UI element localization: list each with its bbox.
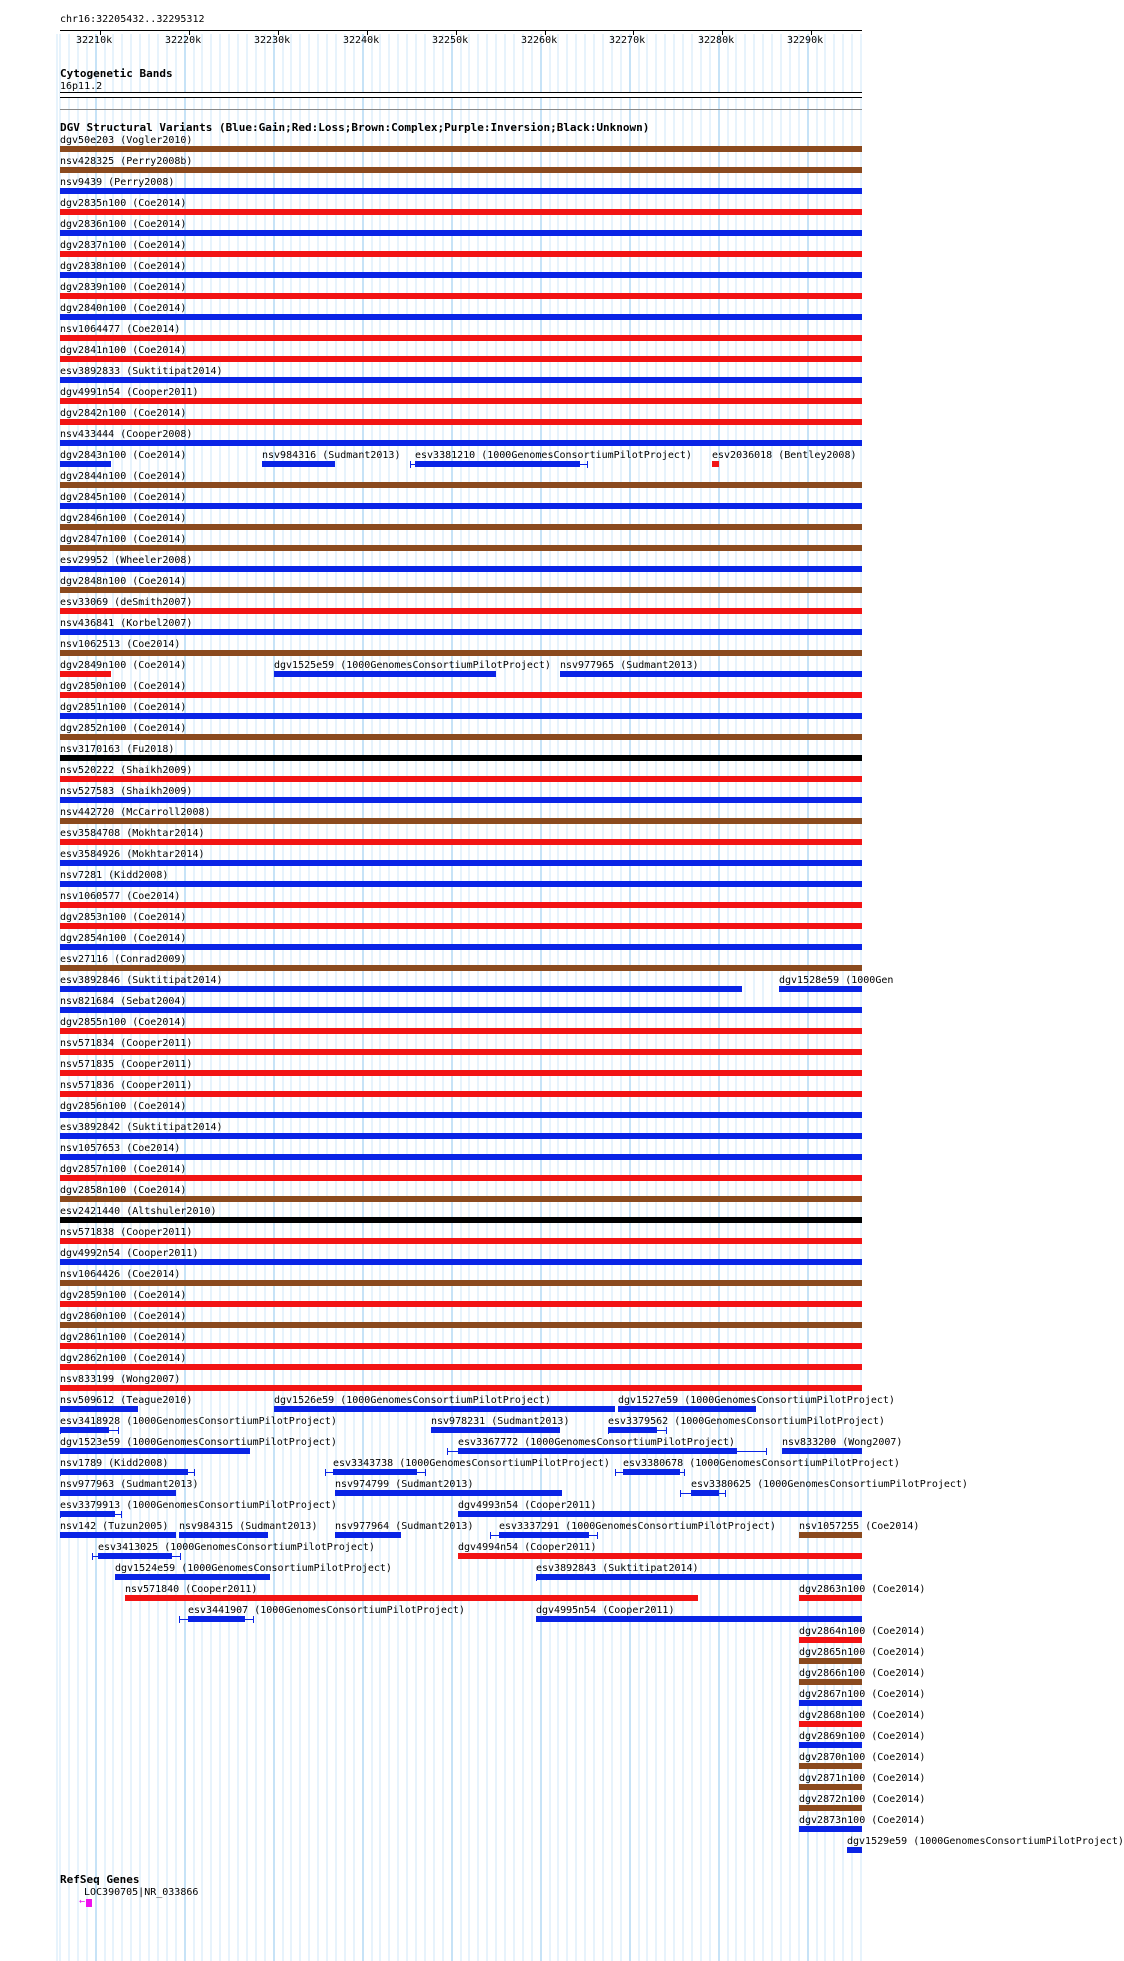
variant-label[interactable]: nsv833200 (Wong2007) bbox=[782, 1437, 903, 1448]
variant-bar[interactable] bbox=[60, 1322, 862, 1328]
ruler-tick-label: 32210k bbox=[76, 35, 113, 46]
variant-whisker-line bbox=[615, 1472, 684, 1473]
variant-whisker-cap bbox=[425, 1469, 426, 1476]
variant-label[interactable]: dgv2864n100 (Coe2014) bbox=[799, 1626, 926, 1637]
variant-whisker-cap bbox=[587, 461, 588, 468]
variant-label[interactable]: dgv2849n100 (Coe2014) bbox=[60, 660, 187, 671]
variant-bar[interactable] bbox=[60, 1406, 138, 1412]
variant-bar[interactable] bbox=[274, 1406, 615, 1412]
variant-whisker-cap bbox=[180, 1553, 181, 1560]
variant-whisker-cap bbox=[253, 1616, 254, 1623]
variant-bar[interactable] bbox=[60, 1028, 862, 1034]
coordinates-label: chr16:32205432..32295312 bbox=[60, 14, 205, 25]
variant-label[interactable]: dgv4991n54 (Cooper2011) bbox=[60, 387, 199, 398]
gene-strand-arrow-icon: ← bbox=[79, 1896, 86, 1907]
variant-label[interactable]: dgv2850n100 (Coe2014) bbox=[60, 681, 187, 692]
variant-label[interactable]: esv3584926 (Mokhtar2014) bbox=[60, 849, 205, 860]
variant-whisker-line bbox=[325, 1472, 425, 1473]
variant-label[interactable]: dgv2865n100 (Coe2014) bbox=[799, 1647, 926, 1658]
variant-label[interactable]: dgv1528e59 (1000Gen bbox=[779, 975, 894, 986]
variant-label[interactable]: dgv4992n54 (Cooper2011) bbox=[60, 1248, 199, 1259]
variant-whisker-line bbox=[179, 1619, 253, 1620]
variant-whisker-line bbox=[60, 1472, 194, 1473]
variant-bar[interactable] bbox=[60, 272, 862, 278]
variant-label[interactable]: dgv2873n100 (Coe2014) bbox=[799, 1815, 926, 1826]
variant-label[interactable]: nsv984315 (Sudmant2013) bbox=[179, 1521, 318, 1532]
variant-bar[interactable] bbox=[60, 335, 862, 341]
variant-bar[interactable] bbox=[60, 1049, 862, 1055]
variant-whisker-cap bbox=[121, 1511, 122, 1518]
variant-bar[interactable] bbox=[60, 251, 862, 257]
variant-label[interactable]: nsv571840 (Cooper2011) bbox=[125, 1584, 258, 1595]
variant-label[interactable]: dgv2837n100 (Coe2014) bbox=[60, 240, 187, 251]
variant-bar[interactable] bbox=[60, 566, 862, 572]
variant-bar[interactable] bbox=[458, 1553, 862, 1559]
variant-label[interactable]: nsv3170163 (Fu2018) bbox=[60, 744, 175, 755]
variant-label[interactable]: nsv977965 (Sudmant2013) bbox=[560, 660, 699, 671]
refseq-gene-label[interactable]: LOC390705|NR_033866 bbox=[84, 1887, 199, 1898]
variant-bar[interactable] bbox=[779, 986, 862, 992]
variant-label[interactable]: esv3892833 (Suktitipat2014) bbox=[60, 366, 223, 377]
variant-whisker-line bbox=[60, 1514, 121, 1515]
variant-bar[interactable] bbox=[60, 986, 742, 992]
variant-label[interactable]: nsv9439 (Perry2008) bbox=[60, 177, 175, 188]
variant-label[interactable]: nsv142 (Tuzun2005) bbox=[60, 1521, 169, 1532]
variant-label[interactable]: nsv571838 (Cooper2011) bbox=[60, 1227, 193, 1238]
variant-whisker-cap bbox=[410, 461, 411, 468]
variant-label[interactable]: nsv428325 (Perry2008b) bbox=[60, 156, 193, 167]
variant-bar[interactable] bbox=[335, 1490, 562, 1496]
track-divider bbox=[60, 109, 862, 110]
variant-label[interactable]: dgv2838n100 (Coe2014) bbox=[60, 261, 187, 272]
variant-bar[interactable] bbox=[60, 629, 862, 635]
variant-label[interactable]: dgv1527e59 (1000GenomesConsortiumPilotProject) bbox=[618, 1395, 895, 1406]
variant-bar[interactable] bbox=[60, 650, 862, 656]
variant-bar[interactable] bbox=[60, 734, 862, 740]
variant-whisker-line bbox=[92, 1556, 180, 1557]
variant-bar[interactable] bbox=[799, 1826, 862, 1832]
variant-label[interactable]: esv3413025 (1000GenomesConsortiumPilotProject) bbox=[98, 1542, 375, 1553]
variant-bar[interactable] bbox=[262, 461, 335, 467]
variant-bar[interactable] bbox=[60, 881, 862, 887]
variant-bar[interactable] bbox=[60, 713, 862, 719]
variant-label[interactable]: nsv821684 (Sebat2004) bbox=[60, 996, 187, 1007]
variant-label[interactable]: nsv527583 (Shaikh2009) bbox=[60, 786, 193, 797]
variant-bar[interactable] bbox=[799, 1805, 862, 1811]
variant-label[interactable]: esv3441907 (1000GenomesConsortiumPilotProject) bbox=[188, 1605, 465, 1616]
variant-label[interactable]: dgv2842n100 (Coe2014) bbox=[60, 408, 187, 419]
variant-bar[interactable] bbox=[60, 1343, 862, 1349]
ruler-axis bbox=[60, 30, 862, 31]
variant-label[interactable]: dgv50e203 (Vogler2010) bbox=[60, 135, 193, 146]
variant-label[interactable]: dgv2845n100 (Coe2014) bbox=[60, 492, 187, 503]
variant-label[interactable]: dgv2851n100 (Coe2014) bbox=[60, 702, 187, 713]
variant-bar[interactable] bbox=[60, 146, 862, 152]
variant-whisker-cap bbox=[179, 1616, 180, 1623]
variant-label[interactable]: esv3418928 (1000GenomesConsortiumPilotProject) bbox=[60, 1416, 337, 1427]
variant-label[interactable]: dgv2866n100 (Coe2014) bbox=[799, 1668, 926, 1679]
variant-label[interactable]: nsv984316 (Sudmant2013) bbox=[262, 450, 401, 461]
variant-bar[interactable] bbox=[60, 188, 862, 194]
variant-label[interactable]: dgv1529e59 (1000GenomesConsortiumPilotProject) bbox=[847, 1836, 1124, 1847]
variant-label[interactable]: esv27116 (Conrad2009) bbox=[60, 954, 187, 965]
variant-label[interactable]: esv3892843 (Suktitipat2014) bbox=[536, 1563, 699, 1574]
ruler-tick-label: 32290k bbox=[787, 35, 824, 46]
variant-bar[interactable] bbox=[799, 1679, 862, 1685]
variant-bar[interactable] bbox=[60, 461, 111, 467]
variant-bar[interactable] bbox=[60, 1007, 862, 1013]
variant-label[interactable]: nsv520222 (Shaikh2009) bbox=[60, 765, 193, 776]
variant-label[interactable]: nsv571836 (Cooper2011) bbox=[60, 1080, 193, 1091]
variant-whisker-line bbox=[60, 1430, 118, 1431]
variant-label[interactable]: nsv1062513 (Coe2014) bbox=[60, 639, 181, 650]
variant-bar[interactable] bbox=[799, 1595, 862, 1601]
variant-label[interactable]: dgv2870n100 (Coe2014) bbox=[799, 1752, 926, 1763]
variant-bar[interactable] bbox=[782, 1448, 862, 1454]
variant-bar[interactable] bbox=[60, 293, 862, 299]
variant-label[interactable]: nsv978231 (Sudmant2013) bbox=[431, 1416, 570, 1427]
variant-bar[interactable] bbox=[458, 1511, 862, 1517]
variant-label[interactable]: nsv833199 (Wong2007) bbox=[60, 1374, 181, 1385]
variant-label[interactable]: dgv2861n100 (Coe2014) bbox=[60, 1332, 187, 1343]
variant-whisker-line bbox=[410, 464, 587, 465]
variant-label[interactable]: nsv1057653 (Coe2014) bbox=[60, 1143, 181, 1154]
variant-label[interactable]: esv3381210 (1000GenomesConsortiumPilotProject) bbox=[415, 450, 692, 461]
variant-whisker-cap bbox=[725, 1490, 726, 1497]
variant-bar[interactable] bbox=[60, 776, 862, 782]
variant-label[interactable]: nsv571834 (Cooper2011) bbox=[60, 1038, 193, 1049]
ruler-tick-label: 32240k bbox=[343, 35, 380, 46]
variant-label[interactable]: dgv2858n100 (Coe2014) bbox=[60, 1185, 187, 1196]
variant-bar[interactable] bbox=[60, 1280, 862, 1286]
variant-label[interactable]: esv2036018 (Bentley2008) bbox=[712, 450, 857, 461]
variant-whisker-cap bbox=[536, 1574, 537, 1581]
refseq-title: RefSeq Genes bbox=[60, 1873, 140, 1886]
variant-label[interactable]: dgv2856n100 (Coe2014) bbox=[60, 1101, 187, 1112]
variant-label[interactable]: nsv433444 (Cooper2008) bbox=[60, 429, 193, 440]
variant-label[interactable]: dgv1526e59 (1000GenomesConsortiumPilotProject) bbox=[274, 1395, 551, 1406]
variant-label[interactable]: esv29952 (Wheeler2008) bbox=[60, 555, 193, 566]
variant-bar[interactable] bbox=[60, 965, 862, 971]
variant-label[interactable]: dgv2847n100 (Coe2014) bbox=[60, 534, 187, 545]
variant-label[interactable]: esv3380625 (1000GenomesConsortiumPilotProject) bbox=[691, 1479, 968, 1490]
variant-label[interactable]: nsv1060577 (Coe2014) bbox=[60, 891, 181, 902]
variant-bar[interactable] bbox=[60, 944, 862, 950]
ruler-tick-label: 32280k bbox=[698, 35, 735, 46]
variant-label[interactable]: dgv2846n100 (Coe2014) bbox=[60, 513, 187, 524]
variant-bar[interactable] bbox=[60, 1385, 862, 1391]
variant-bar[interactable] bbox=[60, 692, 862, 698]
variant-bar[interactable] bbox=[60, 314, 862, 320]
variant-bar[interactable] bbox=[60, 1259, 862, 1265]
variant-bar[interactable] bbox=[799, 1637, 862, 1643]
variant-label[interactable]: dgv1523e59 (1000GenomesConsortiumPilotProject) bbox=[60, 1437, 337, 1448]
variant-bar[interactable] bbox=[60, 818, 862, 824]
variant-label[interactable]: dgv2841n100 (Coe2014) bbox=[60, 345, 187, 356]
variant-whisker-cap bbox=[60, 1427, 61, 1434]
variant-whisker-cap bbox=[597, 1532, 598, 1539]
variant-label[interactable]: dgv2862n100 (Coe2014) bbox=[60, 1353, 187, 1364]
variant-bar[interactable] bbox=[431, 1427, 560, 1433]
variant-bar[interactable] bbox=[60, 482, 862, 488]
variant-bar[interactable] bbox=[799, 1658, 862, 1664]
variant-label[interactable]: dgv2852n100 (Coe2014) bbox=[60, 723, 187, 734]
variant-bar[interactable] bbox=[536, 1574, 862, 1580]
variant-label[interactable]: dgv2859n100 (Coe2014) bbox=[60, 1290, 187, 1301]
variant-label[interactable]: dgv2848n100 (Coe2014) bbox=[60, 576, 187, 587]
variant-label[interactable]: dgv2853n100 (Coe2014) bbox=[60, 912, 187, 923]
variant-bar[interactable] bbox=[60, 1154, 862, 1160]
variant-bar[interactable] bbox=[60, 1112, 862, 1118]
variant-bar[interactable] bbox=[799, 1763, 862, 1769]
variant-label[interactable]: dgv2871n100 (Coe2014) bbox=[799, 1773, 926, 1784]
variant-label[interactable]: nsv974799 (Sudmant2013) bbox=[335, 1479, 474, 1490]
variant-bar[interactable] bbox=[60, 1217, 862, 1223]
variant-bar[interactable] bbox=[60, 1532, 176, 1538]
variant-whisker-cap bbox=[684, 1469, 685, 1476]
variant-bar[interactable] bbox=[60, 1091, 862, 1097]
ruler-tick-label: 32230k bbox=[254, 35, 291, 46]
variant-whisker-cap bbox=[194, 1469, 195, 1476]
variant-label[interactable]: dgv1525e59 (1000GenomesConsortiumPilotProject) bbox=[274, 660, 551, 671]
variant-bar[interactable] bbox=[536, 1616, 862, 1622]
variant-label[interactable]: dgv2868n100 (Coe2014) bbox=[799, 1710, 926, 1721]
variant-bar[interactable] bbox=[60, 419, 862, 425]
variant-bar[interactable] bbox=[618, 1406, 756, 1412]
variant-label[interactable]: dgv2843n100 (Coe2014) bbox=[60, 450, 187, 461]
variant-bar[interactable] bbox=[60, 1133, 862, 1139]
variant-label[interactable]: nsv442720 (McCarroll2008) bbox=[60, 807, 211, 818]
variant-whisker-cap bbox=[60, 1511, 61, 1518]
variant-bar[interactable] bbox=[799, 1721, 862, 1727]
variant-label[interactable]: dgv4994n54 (Cooper2011) bbox=[458, 1542, 597, 1553]
variant-label[interactable]: dgv2835n100 (Coe2014) bbox=[60, 198, 187, 209]
variant-label[interactable]: nsv1064477 (Coe2014) bbox=[60, 324, 181, 335]
variant-bar[interactable] bbox=[60, 587, 862, 593]
variant-bar[interactable] bbox=[60, 860, 862, 866]
variant-bar[interactable] bbox=[60, 440, 862, 446]
variant-label[interactable]: dgv2836n100 (Coe2014) bbox=[60, 219, 187, 230]
variant-whisker-line bbox=[608, 1430, 666, 1431]
variant-bar[interactable] bbox=[799, 1700, 862, 1706]
variant-whisker-cap bbox=[118, 1427, 119, 1434]
variant-label[interactable]: dgv2855n100 (Coe2014) bbox=[60, 1017, 187, 1028]
variant-bar[interactable] bbox=[60, 398, 862, 404]
variant-bar[interactable] bbox=[60, 377, 862, 383]
variant-bar[interactable] bbox=[60, 797, 862, 803]
variant-label[interactable]: esv3367772 (1000GenomesConsortiumPilotProject) bbox=[458, 1437, 735, 1448]
variant-bar[interactable] bbox=[847, 1847, 862, 1853]
variant-bar[interactable] bbox=[60, 1070, 862, 1076]
variant-bar[interactable] bbox=[60, 1175, 862, 1181]
variant-whisker-cap bbox=[325, 1469, 326, 1476]
variant-label[interactable]: esv3380678 (1000GenomesConsortiumPilotProject) bbox=[623, 1458, 900, 1469]
variant-bar[interactable] bbox=[125, 1595, 698, 1601]
variant-label[interactable]: esv3343738 (1000GenomesConsortiumPilotProject) bbox=[333, 1458, 610, 1469]
variant-label[interactable]: dgv2844n100 (Coe2014) bbox=[60, 471, 187, 482]
variant-label[interactable]: dgv4995n54 (Cooper2011) bbox=[536, 1605, 675, 1616]
cytogenetic-bands-title: Cytogenetic Bands bbox=[60, 67, 173, 80]
variant-bar[interactable] bbox=[115, 1574, 270, 1580]
variant-label[interactable]: esv2421440 (Altshuler2010) bbox=[60, 1206, 217, 1217]
variant-whisker-cap bbox=[60, 1469, 61, 1476]
variant-bar[interactable] bbox=[799, 1784, 862, 1790]
variant-bar[interactable] bbox=[179, 1532, 268, 1538]
variant-bar[interactable] bbox=[60, 356, 862, 362]
variant-bar[interactable] bbox=[799, 1532, 862, 1538]
ruler-tick-label: 32260k bbox=[521, 35, 558, 46]
variant-whisker-cap bbox=[490, 1532, 491, 1539]
variant-bar[interactable] bbox=[60, 923, 862, 929]
variant-bar[interactable] bbox=[274, 671, 496, 677]
variant-label[interactable]: dgv1524e59 (1000GenomesConsortiumPilotProject) bbox=[115, 1563, 392, 1574]
variant-bar[interactable] bbox=[60, 1301, 862, 1307]
variant-label[interactable]: esv3337291 (1000GenomesConsortiumPilotProject) bbox=[499, 1521, 776, 1532]
variant-label[interactable]: esv33069 (deSmith2007) bbox=[60, 597, 193, 608]
variant-bar[interactable] bbox=[60, 1490, 176, 1496]
variant-bar[interactable] bbox=[60, 545, 862, 551]
ruler-tick-label: 32270k bbox=[609, 35, 646, 46]
variant-label[interactable]: esv3379913 (1000GenomesConsortiumPilotProject) bbox=[60, 1500, 337, 1511]
variant-label[interactable]: esv3584708 (Mokhtar2014) bbox=[60, 828, 205, 839]
variant-bar[interactable] bbox=[335, 1532, 401, 1538]
variant-label[interactable]: dgv2854n100 (Coe2014) bbox=[60, 933, 187, 944]
variant-bar[interactable] bbox=[60, 167, 862, 173]
variant-whisker-cap bbox=[447, 1448, 448, 1455]
variant-bar[interactable] bbox=[60, 902, 862, 908]
ruler-tick-label: 32220k bbox=[165, 35, 202, 46]
variant-bar[interactable] bbox=[60, 755, 862, 761]
variant-label[interactable]: nsv571835 (Cooper2011) bbox=[60, 1059, 193, 1070]
variant-label[interactable]: esv3892842 (Suktitipat2014) bbox=[60, 1122, 223, 1133]
variant-whisker-cap bbox=[608, 1427, 609, 1434]
variant-whisker-cap bbox=[92, 1553, 93, 1560]
variant-whisker-cap bbox=[766, 1448, 767, 1455]
variant-bar[interactable] bbox=[60, 230, 862, 236]
variant-bar[interactable] bbox=[560, 671, 862, 677]
variant-label[interactable]: dgv2860n100 (Coe2014) bbox=[60, 1311, 187, 1322]
variant-label[interactable]: esv3892846 (Suktitipat2014) bbox=[60, 975, 223, 986]
refseq-gene-feature[interactable] bbox=[79, 1896, 92, 1907]
variant-label[interactable]: nsv1064426 (Coe2014) bbox=[60, 1269, 181, 1280]
variant-label[interactable]: nsv436841 (Korbel2007) bbox=[60, 618, 193, 629]
variant-whisker-cap bbox=[666, 1427, 667, 1434]
variant-label[interactable]: dgv2872n100 (Coe2014) bbox=[799, 1794, 926, 1805]
variant-bar[interactable] bbox=[60, 524, 862, 530]
variant-label[interactable]: dgv2863n100 (Coe2014) bbox=[799, 1584, 926, 1595]
variant-whisker-cap bbox=[615, 1469, 616, 1476]
variant-bar[interactable] bbox=[60, 1364, 862, 1370]
variant-bar[interactable] bbox=[712, 461, 719, 467]
variant-label[interactable]: dgv2839n100 (Coe2014) bbox=[60, 282, 187, 293]
variant-label[interactable]: dgv2869n100 (Coe2014) bbox=[799, 1731, 926, 1742]
ruler-tick-label: 32250k bbox=[432, 35, 469, 46]
variant-label[interactable]: dgv2857n100 (Coe2014) bbox=[60, 1164, 187, 1175]
variant-whisker-cap bbox=[680, 1490, 681, 1497]
variant-bar[interactable] bbox=[60, 1238, 862, 1244]
variant-label[interactable]: dgv2840n100 (Coe2014) bbox=[60, 303, 187, 314]
variant-label[interactable]: nsv977963 (Sudmant2013) bbox=[60, 1479, 199, 1490]
variant-label[interactable]: nsv1789 (Kidd2008) bbox=[60, 1458, 169, 1469]
variant-label[interactable]: dgv2867n100 (Coe2014) bbox=[799, 1689, 926, 1700]
variant-label[interactable]: nsv7281 (Kidd2008) bbox=[60, 870, 169, 881]
cytoband-ideogram bbox=[60, 92, 862, 98]
cytoband-label: 16p11.2 bbox=[60, 81, 103, 92]
variant-label[interactable]: nsv509612 (Teague2010) bbox=[60, 1395, 193, 1406]
variant-bar[interactable] bbox=[60, 1448, 250, 1454]
variant-bar[interactable] bbox=[60, 839, 862, 845]
variant-whisker-line bbox=[447, 1451, 766, 1452]
variant-label[interactable]: esv3379562 (1000GenomesConsortiumPilotProject) bbox=[608, 1416, 885, 1427]
variant-bar[interactable] bbox=[60, 608, 862, 614]
variant-label[interactable]: dgv4993n54 (Cooper2011) bbox=[458, 1500, 597, 1511]
variant-whisker-line bbox=[680, 1493, 725, 1494]
gene-exon-box bbox=[86, 1899, 92, 1907]
variant-label[interactable]: nsv1057255 (Coe2014) bbox=[799, 1521, 920, 1532]
variant-label[interactable]: nsv977964 (Sudmant2013) bbox=[335, 1521, 474, 1532]
variant-bar[interactable] bbox=[799, 1742, 862, 1748]
variant-bar[interactable] bbox=[60, 671, 111, 677]
variant-bar[interactable] bbox=[60, 503, 862, 509]
dgv-track-title: DGV Structural Variants (Blue:Gain;Red:Loss;Brown:Complex;Purple:Inversion;Black:Unknown) bbox=[60, 121, 650, 134]
variant-whisker-line bbox=[490, 1535, 597, 1536]
variant-bar[interactable] bbox=[60, 1196, 862, 1202]
variant-bar[interactable] bbox=[60, 209, 862, 215]
